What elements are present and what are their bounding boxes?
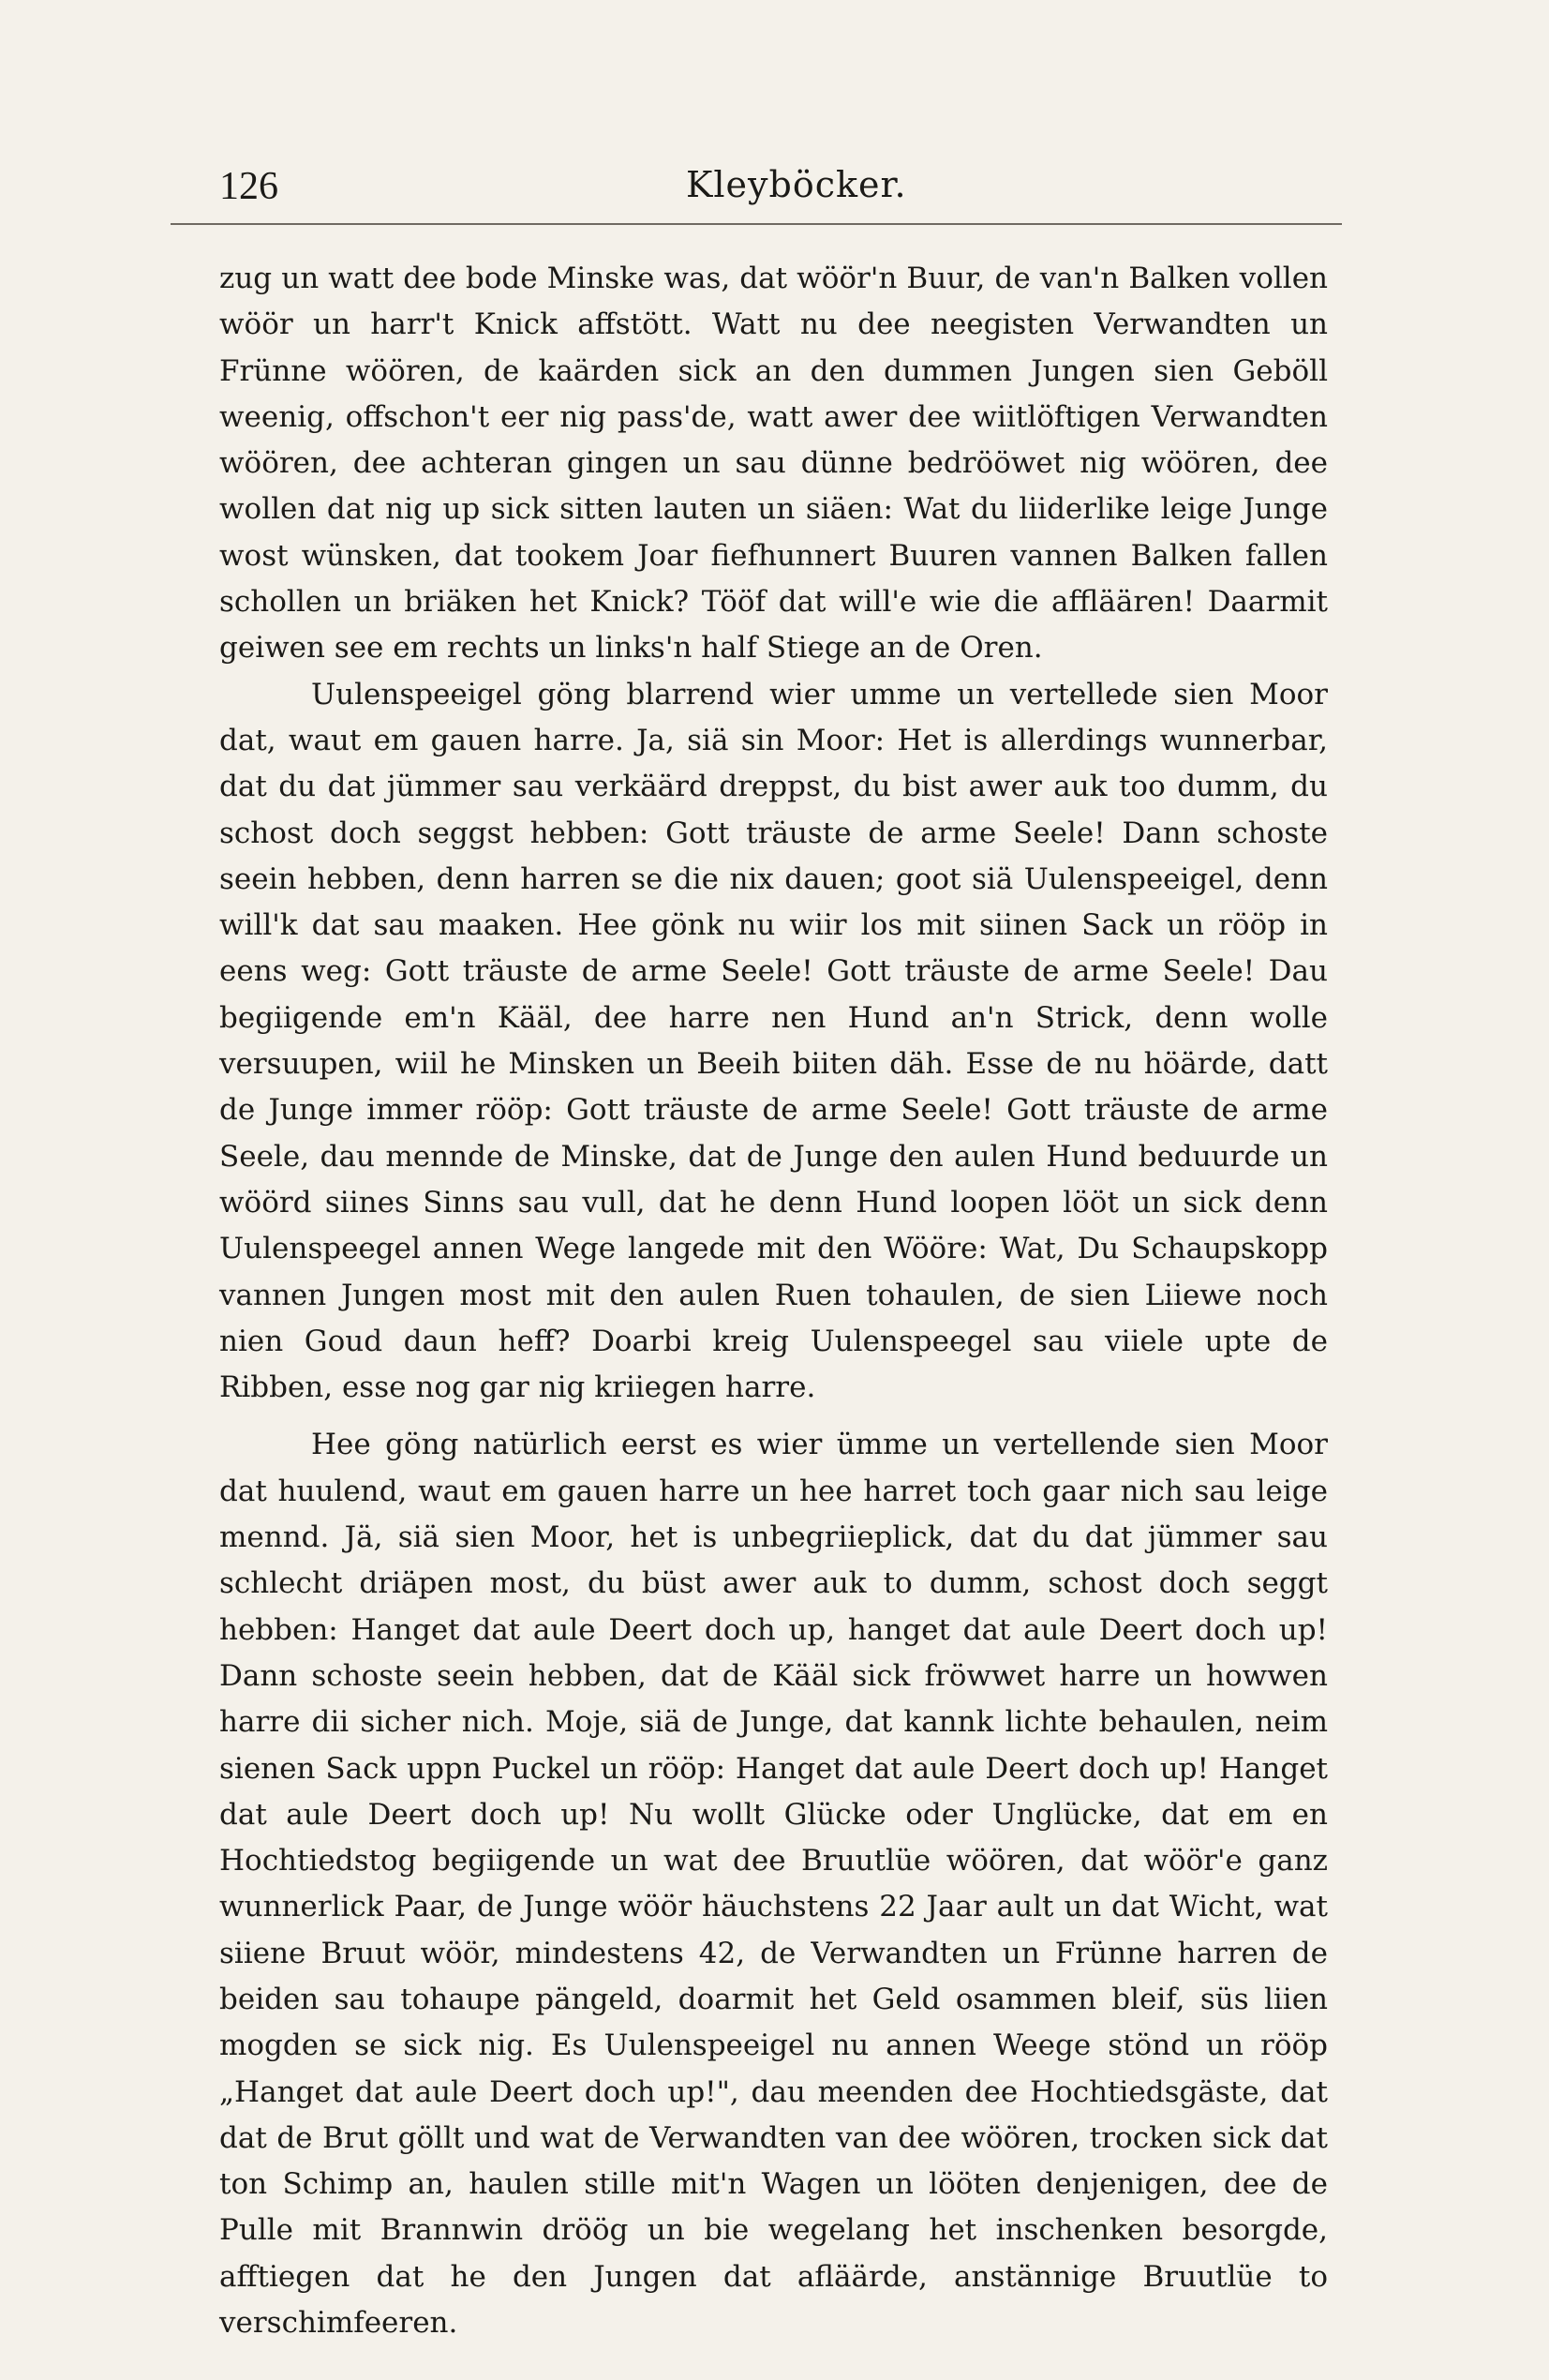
paragraph-3: Hee göng natürlich eerst es wier ümme un vertellende sien Moor dat huulend, waut em gauen harre un hee harret toch gaar nich sau leige mennd. Jä, siä sien Moor, het is unbegriieplick, dat du dat jümmer sau schlecht driäpen most, du büst awer auk to dumm, schost doch seggt hebben: Hanget dat aule Deert doch up, hanget dat aule Deert doch up! Dann schoste seein hebben, dat de Kääl sick fröwwet harre un howwen harre dii sicher nich. Moje, siä de Junge, dat kannk lichte behaulen, neim sienen Sack uppn Puckel un rööp: Hanget dat aule Deert doch up! Hanget dat aule Deert doch up! Nu wollt Glücke oder Unglücke, dat em en Hochtiedstog begiigende un wat dee Bruutlüe wöören, dat wöör'e ganz wunnerlick Paar, de Junge wöör häuchstens 22 Jaar ault un dat Wicht, wat siiene Bruut wöör, mindestens 42, de Verwandten un Frünne harren de beiden sau tohaupe pängeld, doarmit het Geld osammen bleif, süs liien mogden se sick nig. Es Uulenspeeigel nu annen Weege stönd un rööp „Hanget dat aule Deert doch up!", dau meenden dee Hochtiedsgäste, dat dat de Brut göllt und wat de Verwandten van dee wöören, trocken sick dat ton Schimp an, haulen stille mit'n Wagen un lööten denjenigen, dee de Pulle mit Brannwin dröög un bie wegelang het inschenken besorgde, afftiegen dat he den Jungen dat afläärde, anstännige Bruutlüe to verschimfeeren. (219, 1428, 1328, 2341)
paragraph-1: zug un watt dee bode Minske was, dat wöör'n Buur, de van'n Balken vollen wöör un harr't Knick affstött. Watt nu dee neegisten Verwandten un Frünne wöören, de kaärden sick an den dummen Jungen sien Geböll weenig, offschon't eer nig pass'de, watt awer dee wiitlöftigen Verwandten wöören, dee achteran gingen un sau dünne bedrööwet nig wöören, dee wollen dat nig up sick sitten lauten un siäen: Wat du liiderlike leige Junge wost wünsken, dat tookem Joar fiefhunnert Buuren vannen Balken fallen schollen un briäken het Knick? Tööf dat will'e wie die affläären! Daarmit geiwen see em rechts un links'n half Stiege an de Oren. (219, 262, 1328, 666)
page-number: 126 (219, 165, 278, 208)
running-title: Kleyböcker. (686, 164, 907, 205)
running-header (171, 164, 1345, 220)
body-text (219, 256, 1328, 2346)
paragraph-2: Uulenspeeigel göng blarrend wier umme un vertellede sien Moor dat, waut em gauen harre. Ja, siä sin Moor: Het is allerdings wunnerbar, dat du dat jümmer sau verkäärd dreppst, du bist awer auk too dumm, du schost doch seggst hebben: Gott träuste de arme Seele! Dann schoste seein hebben, denn harren se die nix dauen; goot siä Uulenspeeigel, denn will'k dat sau maaken. Hee gönk nu wiir los mit siinen Sack un rööp in eens weg: Gott träuste de arme Seele! Gott träuste de arme Seele! Dau begiigende em'n Kääl, dee harre nen Hund an'n Strick, denn wolle versuupen, wiil he Minsken un Beeih biiten däh. Esse de nu höärde, datt de Junge immer rööp: Gott träuste de arme Seele! Gott träuste de arme Seele, dau mennde de Minske, dat de Junge den aulen Hund beduurde un wöörd siines Sinns sau vull, dat he denn Hund loopen lööt un sick denn Uulenspeegel annen Wege langede mit den Wööre: Wat, Du Schaupskopp vannen Jungen most mit den aulen Ruen tohaulen, de sien Liiewe noch nien Goud daun heff? Doarbi kreig Uulenspeegel sau viiele upte de Ribben, esse nog gar nig kriiegen harre. (219, 677, 1328, 1405)
header-rule (171, 223, 1342, 225)
